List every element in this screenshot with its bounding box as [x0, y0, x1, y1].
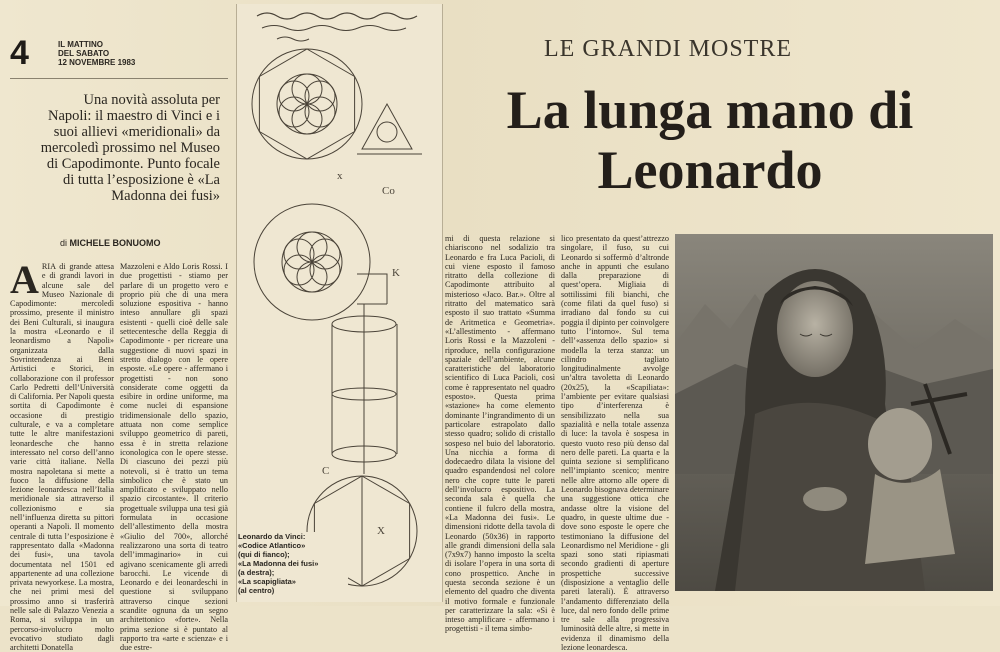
- paper-name-line1: IL MATTINO: [58, 40, 104, 49]
- divider: [10, 78, 228, 79]
- issue-date: 12 NOVEMBRE 1983: [58, 58, 136, 67]
- caption-line: «Codice Atlantico»: [238, 541, 306, 550]
- column-4-text: lico presentato da quest’attrezzo singolare, il fuso, su cui Leonardo si soffermò d’altronde anche in appunti che esulano dalla preparazione di quest’opera. Migliaia di sottilissimi fili bianchi, che (come filati da quel fuso) si irradiano dal fondo su cui poggia il dipinto per coinvolgere tutto l’intorno». Sul tema dell’«assenza dello spazio» si modella la terza stanza: un cilindro tagliato longitudinalmente avvolge un’altra tavoletta di Leonardo (20x25), la «Scapiliata»: l’ambiente per evitare qualsiasi tipo d’interferenza è sensibilizzato nella sua spazialità e nella totale assenza di luce: la tavola è sospesa in questo vuoto reso più denso dal nero delle pareti. La quarta e la quinta sezione si semplificano nell’impianto scenico; mentre nelle altre attorno alle opere di Leonardo bisognava determinare una suggestione ottica che andasse oltre la visione del quadro, in queste ultime due - dove sono esposte le opere che testimoniano la diffusione del Leonardismo nel Meridione - gli spazi sono stati ripiasmati secondo gradienti di aperture prospettiche successive (disposizione a ventaglio delle pareti laterali). È attraverso l’andamento differenziato della luce, dal nero fondo delle prime tre sale alla progressiva luminosità delle altre, si mette in evidenza il dinamismo della lezione leonardesca.: [561, 234, 669, 652]
- caption-line: (qui di fianco);: [238, 550, 290, 559]
- byline-author: MICHELE BONUOMO: [69, 238, 161, 248]
- article-column-1: [10, 257, 114, 652]
- sketch-letter-x: X: [377, 525, 385, 537]
- codex-sketch-drawing: [237, 4, 442, 602]
- madonna-dei-fusi-painting: [675, 234, 993, 591]
- caption-line: Leonardo da Vinci:: [238, 532, 306, 541]
- column-1-text: RIA di grande attesa e di grandi lavori in alcune sale del Museo Nazionale di Capodimonte: mercoledì prossimo, presente il ministro dei Beni Culturali, si inaugura la mostra «Leonardo e il leonardismo a Napoli» organizzata dalla Sovrintendenza ai Beni Artistici e Storici, in collaborazione con il professor Carlo Pedretti dell’Università di California. Per Napoli questa sortita di Capodimonte è occasione di prestigio culturale, e va a completare tutte le altre manifestazioni leonardesche che hanno interessato nel corso dell’anno varie città italiane. Nella mostra napoletana si mette a fuoco la diffusione della lezione leonardesca nell’Italia meridionale sia attraverso il collezionismo e sia nell’influenza diretta su pittori operanti a Napoli. Il momento centrale di tutta l’esposizione è rappresentato dalla «Madonna dei fusi», una tavola documentata nel 1501 ed appartenente ad una collezione privata newyorkese. La mostra, che nei primi mesi del prossimo anno si trasferirà nelle sale di Palazzo Venezia a Roma, si sviluppa in un percorso-involucro molto evocativo studiato dagli architetti Donatella: [10, 262, 114, 652]
- codex-sketch-figure: [236, 4, 443, 602]
- article-column-3: [445, 234, 555, 634]
- painting-image: [675, 234, 993, 591]
- byline: [60, 238, 161, 248]
- caption-line: (al centro): [238, 586, 275, 595]
- caption-line: «La scapigliata»: [238, 577, 296, 586]
- column-2-text: Mazzoleni e Aldo Loris Rossi. I due progettisti - stiamo per parlare di un progetto vero e proprio più che di una mera soluzione espositiva - hanno inteso annullare gli spazi esistenti - quelli cioè delle sale settecentesche della Reggia di Capodimonte - per ricreare una suggestione di nuovi spazi in stretto dialogo con le opere esposte. «Le opere - affermano i progettisti - non sono considerate come oggetti da esibire in ordine uniforme, ma come nuclei di espansione tridimensionale dello spazio, attuata non come semplice sviluppo geometrico di pareti, essa è in stretta relazione iconologica con le opere stesse. Di ciascuno dei pezzi più notevoli, si è tratto un tema simbolico che è stato un amplificato e sviluppato nello spazio circostante». Il criterio progettuale sviluppa una tesi già formulata in occasione dell’allestimento della mostra «Giulio del 700», allorché realizzarono una sorta di teatro dell’immaginario» in cui agivano scenicamente gli arredi barocchi. Le vicende di Leonardo e dei leonardeschi in questione si sviluppano attraverso cinque sezioni scandite ognuna da un segno architettonico «forte». Nella prima sezione si è puntato al rapporto tra «arte e scienza» e i due estre-: [120, 262, 228, 652]
- caption-line: (a destra);: [238, 568, 275, 577]
- article-column-4: [561, 234, 669, 652]
- caption-line: «La Madonna dei fusi»: [238, 559, 319, 568]
- sketch-letter-co: Co: [382, 185, 395, 197]
- figure-caption: [238, 532, 348, 595]
- sketch-letter-k: K: [392, 267, 400, 279]
- masthead: [58, 40, 135, 67]
- article-column-2: [120, 262, 228, 652]
- sketch-letter-c: C: [322, 465, 330, 477]
- page-number: 4: [10, 34, 29, 72]
- column-3-text: mi di questa relazione si chiariscono nel sodalizio tra Leonardo e fra Luca Pacioli, di cui viene esposto il famoso ritratto della collezione di Capodimonte attribuito al misterioso «Jaco. Bar.». Oltre al ritratto del matematico sarà esposto il suo trattato «Summa de Aritmetica e Geometria». «L’allestimento - affermano Loris Rossi e la Mazzoleni - riproduce, nella configurazione spaziale dell’ambiente, alcune caratteristiche del laboratorio scientifico di Luca Pacioli, così come è rappresentato nel quadro esposto». Questa prima «stazione» ha come elemento dominante l’ingrandimento di un particolare estrapolato dallo stesso quadro; solido di cristallo sospeso nel buio del laboratorio. Una nicchia a forma di dodecaedro dilata la visione del quadro espandendosi nel colore nero che copre tutte le pareti dell’involucro espositivo. La seconda sala è quella che contiene il fulcro della mostra, «La Madonna dei fusi». Le dimensioni ridotte della tavola di Leonardo (50x36) in rapporto alle grandi dimensioni della sala (7x9x7) hanno imposto la scelta di isolare l’opera in una sorta di cono prospettico. Anche in questa seconda sezione è un elemento del quadro che diventa il motivo formale e funzionale per caratterizzare la sala: «Si è inteso amplificare - affermano i progettisti - il tema simbo-: [445, 234, 555, 634]
- paper-name-line2: DEL SABATO: [58, 49, 110, 58]
- headline: La lunga mano di Leonardo: [506, 80, 914, 200]
- byline-prefix: di: [60, 238, 68, 248]
- sketch-letter-x2: x: [337, 170, 343, 182]
- article-lead: Una novità assoluta per Napoli: il maestro di Vinci e i suoi allievi «meridionali» da mercoledì prossimo nel Museo di Capodimonte. Punto focale di tutta l’esposizione è «La Madonna dei fusi»: [40, 92, 220, 204]
- section-kicker: LE GRANDI MOSTRE: [544, 36, 792, 62]
- drop-cap: A: [10, 257, 39, 302]
